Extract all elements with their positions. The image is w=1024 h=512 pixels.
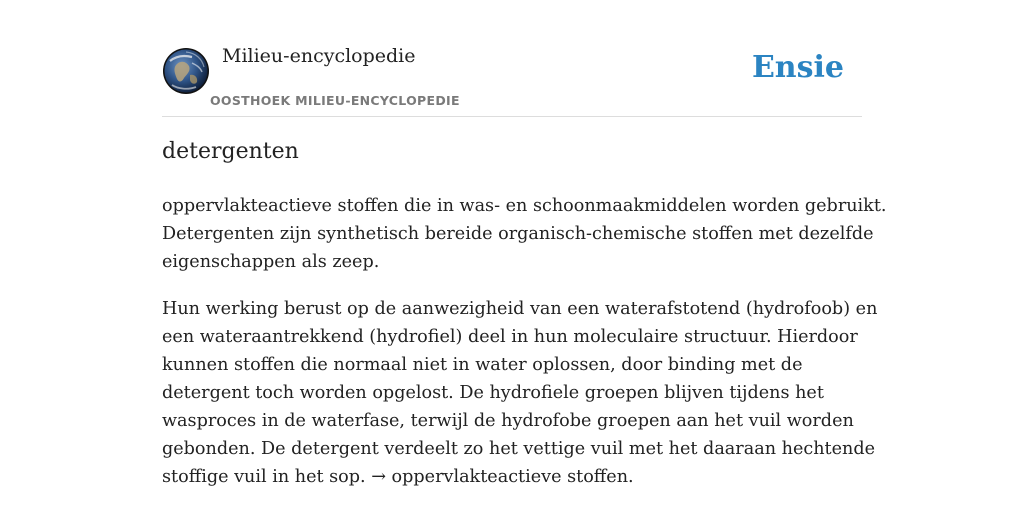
site-name[interactable]: Milieu-encyclopedie [222,45,416,67]
definition-paragraph [162,192,887,276]
text-line: kunnen stoffen die normaal niet in water oplossen, door binding met de [162,355,803,375]
site-header [162,0,862,117]
site-subtitle[interactable]: OOSTHOEK MILIEU-ENCYCLOPEDIE [210,93,460,108]
text-line: wasproces in de waterfase, terwijl de hydrofobe groepen aan het vuil worden [162,411,854,431]
text-line: Detergenten zijn synthetisch bereide organisch-chemische stoffen met dezelfde [162,224,874,244]
text-line: Hun werking berust op de aanwezigheid van een waterafstotend (hydrofoob) en [162,299,878,319]
text-line: een wateraantrekkend (hydrofiel) deel in hun moleculaire structuur. Hierdoor [162,327,858,347]
earth-globe-icon[interactable] [162,47,210,95]
page-title: detergenten [162,139,299,164]
text-line: oppervlakteactieve stoffen die in was- en schoonmaakmiddelen worden gebruikt. [162,196,887,216]
text-line: detergent toch worden opgelost. De hydrofiele groepen blijven tijdens het [162,383,824,403]
brand-logo[interactable]: Ensie [751,50,844,85]
text-line: gebonden. De detergent verdeelt zo het vettige vuil met het daaraan hechtende [162,439,876,459]
text-line: stoffige vuil in het sop. → oppervlakteactieve stoffen. [162,467,634,487]
text-line: eigenschappen als zeep. [162,252,380,272]
explanation-paragraph [162,295,878,491]
article-page [162,0,887,487]
